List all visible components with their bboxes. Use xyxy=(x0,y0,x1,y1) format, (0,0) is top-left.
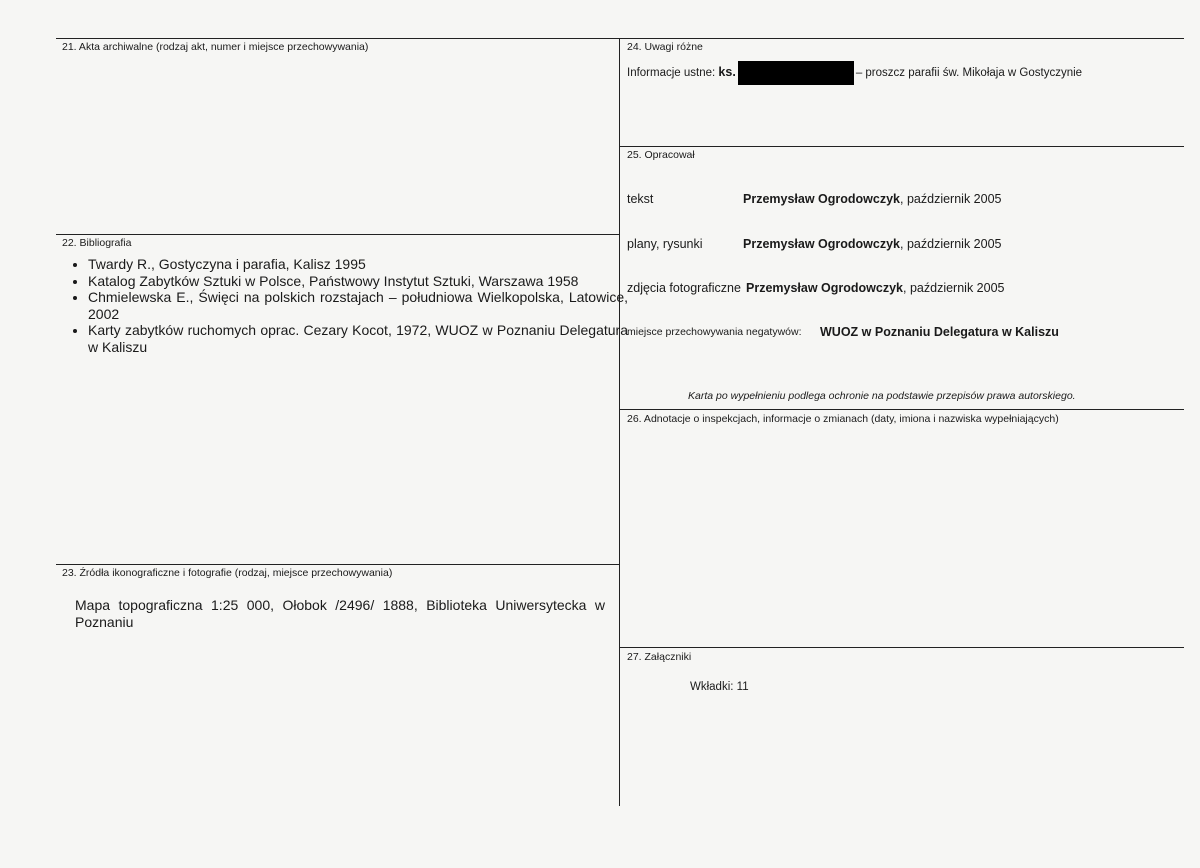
oral-info-suffix: – proszcz parafii św. Mikołaja w Gostyczynie xyxy=(855,67,1083,79)
oral-info-prefix: ks. xyxy=(718,65,736,79)
divider-21-22 xyxy=(56,234,619,235)
author-row-value xyxy=(746,281,1004,295)
author-name: Przemysław Ogrodowczyk xyxy=(743,192,901,206)
iconography-text: Mapa topograficzna 1:25 000, Ołobok /2496/ 1888, Biblioteka Uniwersytecka w Poznaniu xyxy=(75,597,605,630)
negatives-label: miejsce przechowywania negatywów: xyxy=(627,326,802,338)
author-row-value xyxy=(743,237,1001,251)
section-26-label: 26. Adnotacje o inspekcjach, informacje o zmianach (daty, imiona i nazwiska wypełniających) xyxy=(627,413,1059,425)
attachments-text: Wkładki: 11 xyxy=(690,681,749,693)
divider-25-26 xyxy=(619,409,1184,410)
top-border xyxy=(56,38,1184,39)
author-date: , październik 2005 xyxy=(903,281,1005,295)
bibliography-item: • Karty zabytków ruchomych oprac. Cezary Kocot, 1972, WUOZ w Poznaniu Delegatura w Kaliszu xyxy=(88,322,628,355)
redaction-box xyxy=(738,61,854,85)
oral-info-label: Informacje ustne: xyxy=(627,67,716,79)
divider-24-25 xyxy=(619,146,1184,147)
author-row-label: zdjęcia fotograficzne xyxy=(627,281,741,295)
divider-26-27 xyxy=(619,647,1184,648)
section-21-label: 21. Akta archiwalne (rodzaj akt, numer i miejsce przechowywania) xyxy=(62,41,369,53)
author-row-label: tekst xyxy=(627,192,654,206)
author-row-label: plany, rysunki xyxy=(627,237,703,251)
bibliography-list xyxy=(70,256,628,355)
section-23-label: 23. Źródła ikonograficzne i fotografie (rodzaj, miejsce przechowywania) xyxy=(62,567,393,579)
negatives-value: WUOZ w Poznaniu Delegatura w Kaliszu xyxy=(820,325,1059,339)
middle-divider xyxy=(619,38,620,806)
divider-22-23 xyxy=(56,564,619,565)
author-name: Przemysław Ogrodowczyk xyxy=(743,237,901,251)
author-row-value xyxy=(743,192,1001,206)
bibliography-item: • Katalog Zabytków Sztuki w Polsce, Państwowy Instytut Sztuki, Warszawa 1958 xyxy=(88,273,628,290)
section-24-label: 24. Uwagi różne xyxy=(627,41,703,53)
author-name: Przemysław Ogrodowczyk xyxy=(746,281,904,295)
section-27-label: 27. Załączniki xyxy=(627,651,692,663)
author-date: , październik 2005 xyxy=(900,237,1002,251)
bibliography-item: • Twardy R., Gostyczyna i parafia, Kalisz 1995 xyxy=(88,256,628,273)
author-date: , październik 2005 xyxy=(900,192,1002,206)
section-22-label: 22. Bibliografia xyxy=(62,237,132,249)
section-25-label: 25. Opracował xyxy=(627,149,695,161)
copyright-note: Karta po wypełnieniu podlega ochronie na podstawie przepisów prawa autorskiego. xyxy=(688,390,1076,402)
oral-info-line xyxy=(627,60,1082,85)
bibliography-item: • Chmielewska E., Święci na polskich rozstajach – południowa Wielkopolska, Latowice, 2002 xyxy=(88,289,628,322)
